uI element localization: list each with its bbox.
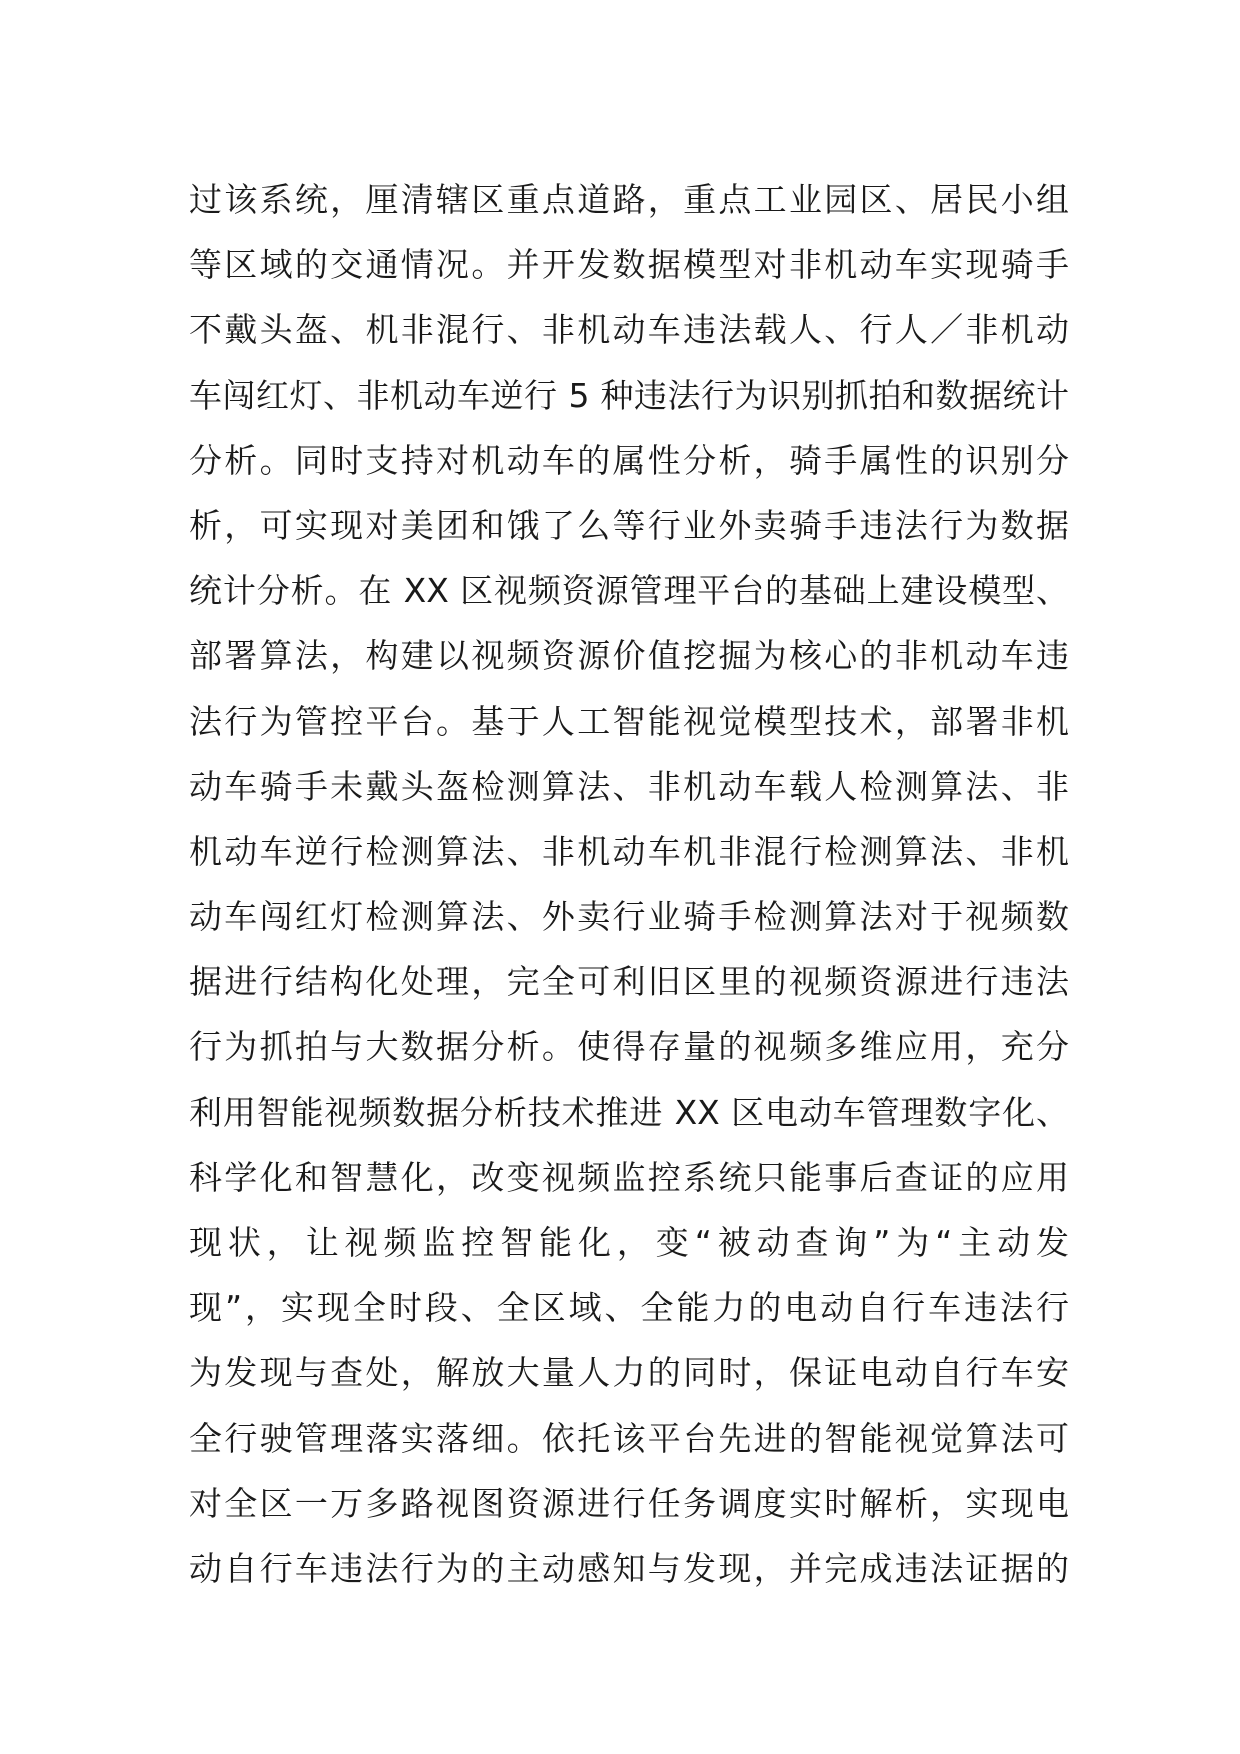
text-line-5: 分析。同时支持对机动车的属性分析，骑手属性的识别分: [189, 440, 1069, 480]
text-line-11: 机动车逆行检测算法、非机动车机非混行检测算法、非机: [189, 831, 1069, 871]
text-line-13: 据进行结构化处理，完全可利旧区里的视频资源进行违法: [189, 962, 1069, 1002]
body-paragraph: [189, 167, 1069, 1601]
text-line-9: 法行为管控平台。基于人工智能视觉模型技术，部署非机: [189, 701, 1069, 741]
text-line-19: 为发现与查处，解放大量人力的同时，保证电动自行车安: [189, 1353, 1069, 1393]
text-line-3: 不戴头盔、机非混行、非机动车违法载人、行人／非机动: [189, 310, 1069, 350]
text-line-21: 对全区一万多路视图资源进行任务调度实时解析，实现电: [189, 1483, 1069, 1523]
text-line-4: 车闯红灯、非机动车逆行 5 种违法行为识别抓拍和数据统计: [189, 375, 1069, 415]
text-line-6: 析，可实现对美团和饿了么等行业外卖骑手违法行为数据: [189, 505, 1069, 545]
text-line-7: 统计分析。在 XX 区视频资源管理平台的基础上建设模型、: [189, 571, 1069, 611]
text-line-17: 现状，让视频监控智能化，变“被动查询”为“主动发: [189, 1223, 1069, 1262]
text-line-18: 现”，实现全时段、全区域、全能力的电动自行车违法行: [189, 1288, 1069, 1328]
text-line-14: 行为抓拍与大数据分析。使得存量的视频多维应用，充分: [189, 1027, 1069, 1067]
text-line-8: 部署算法，构建以视频资源价值挖掘为核心的非机动车违: [189, 636, 1069, 676]
text-line-1: 过该系统，厘清辖区重点道路，重点工业园区、居民小组: [189, 180, 1069, 219]
text-line-15: 利用智能视频数据分析技术推进 XX 区电动车管理数字化、: [189, 1092, 1069, 1132]
text-line-12: 动车闯红灯检测算法、外卖行业骑手检测算法对于视频数: [189, 897, 1069, 937]
text-line-20: 全行驶管理落实落细。依托该平台先进的智能视觉算法可: [189, 1418, 1069, 1458]
text-line-16: 科学化和智慧化，改变视频监控系统只能事后查证的应用: [189, 1157, 1069, 1197]
text-line-10: 动车骑手未戴头盔检测算法、非机动车载人检测算法、非: [189, 766, 1069, 806]
text-line-22: 动自行车违法行为的主动感知与发现，并完成违法证据的: [189, 1548, 1069, 1588]
text-line-2: 等区域的交通情况。并开发数据模型对非机动车实现骑手: [189, 245, 1069, 285]
